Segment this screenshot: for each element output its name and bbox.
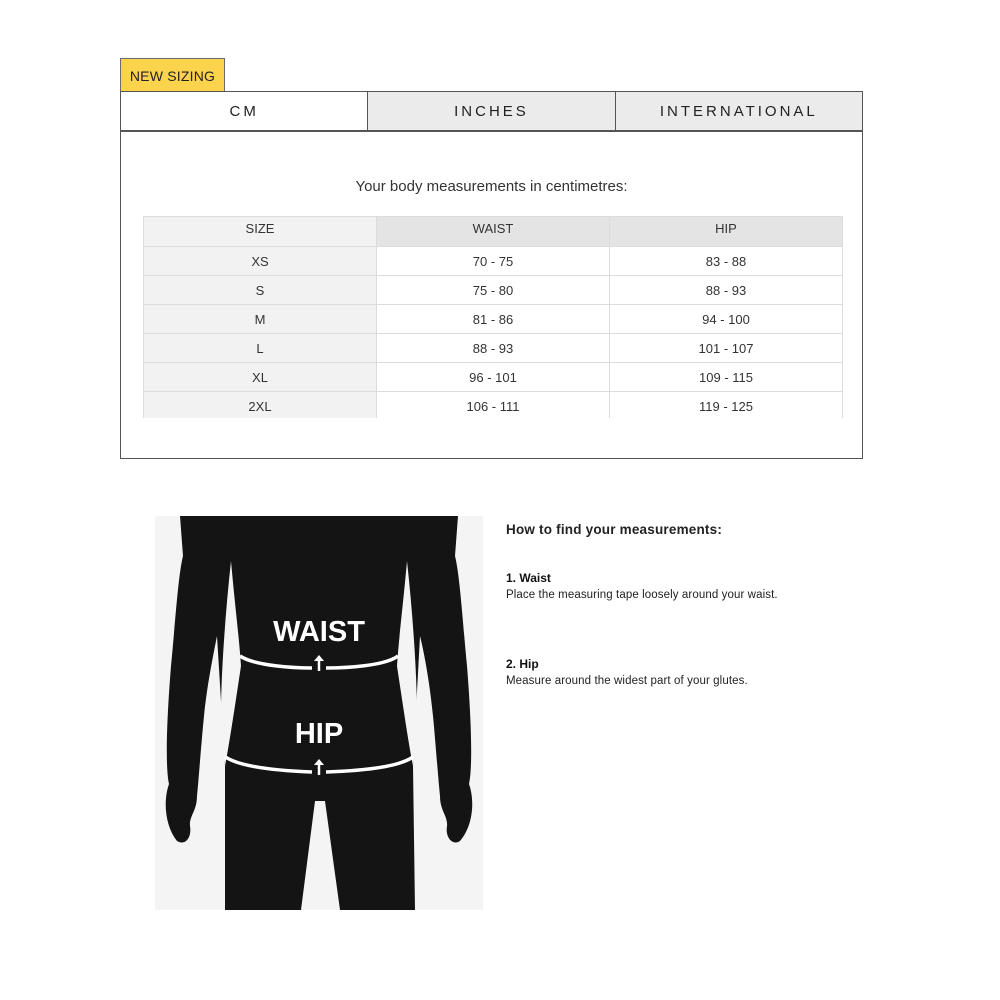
body-measurement-illustration: [155, 516, 483, 910]
cell-waist: 106 - 111: [377, 392, 610, 419]
table-row: [144, 276, 843, 305]
cell-hip: 101 - 107: [610, 334, 843, 363]
cell-size: XL: [144, 363, 377, 392]
table-row: [144, 363, 843, 392]
cell-waist: 75 - 80: [377, 276, 610, 305]
cell-hip: 119 - 125: [610, 392, 843, 419]
step-text: Place the measuring tape loosely around your waist.: [506, 589, 778, 601]
cell-size: L: [144, 334, 377, 363]
tab-international[interactable]: INTERNATIONAL: [615, 92, 862, 130]
table-subtitle: Your body measurements in centimetres:: [355, 178, 628, 195]
size-table-scroll[interactable]: [143, 216, 843, 418]
unit-tabs: [121, 92, 862, 132]
body-silhouette-icon: [155, 516, 483, 910]
cell-waist: 81 - 86: [377, 305, 610, 334]
cell-size: S: [144, 276, 377, 305]
step-hip: [506, 657, 906, 687]
step-title: 1. Waist: [506, 571, 551, 585]
step-text: Measure around the widest part of your glutes.: [506, 675, 748, 687]
header-waist: WAIST: [377, 217, 610, 247]
tab-inches[interactable]: INCHES: [367, 92, 614, 130]
cell-size: M: [144, 305, 377, 334]
tab-cm[interactable]: CM: [121, 92, 367, 130]
table-header-row: [144, 217, 843, 247]
cell-waist: 70 - 75: [377, 247, 610, 276]
instructions-title: How to find your measurements:: [506, 522, 723, 537]
size-chart-panel: [120, 91, 863, 459]
cell-waist: 88 - 93: [377, 334, 610, 363]
cell-hip: 88 - 93: [610, 276, 843, 305]
cell-hip: 83 - 88: [610, 247, 843, 276]
table-row: [144, 334, 843, 363]
cell-hip: 109 - 115: [610, 363, 843, 392]
new-sizing-badge: NEW SIZING: [120, 58, 225, 92]
hip-label: HIP: [294, 718, 344, 750]
cell-size: 2XL: [144, 392, 377, 419]
header-hip: HIP: [610, 217, 843, 247]
cell-waist: 96 - 101: [377, 363, 610, 392]
table-row: [144, 392, 843, 419]
step-title: 2. Hip: [506, 657, 539, 671]
waist-label: WAIST: [273, 616, 365, 648]
header-size: SIZE: [144, 217, 377, 247]
cell-size: XS: [144, 247, 377, 276]
table-row: [144, 305, 843, 334]
cell-hip: 94 - 100: [610, 305, 843, 334]
table-row: [144, 247, 843, 276]
step-waist: [506, 571, 906, 601]
size-table: [143, 216, 843, 418]
measurement-instructions: [506, 522, 906, 687]
